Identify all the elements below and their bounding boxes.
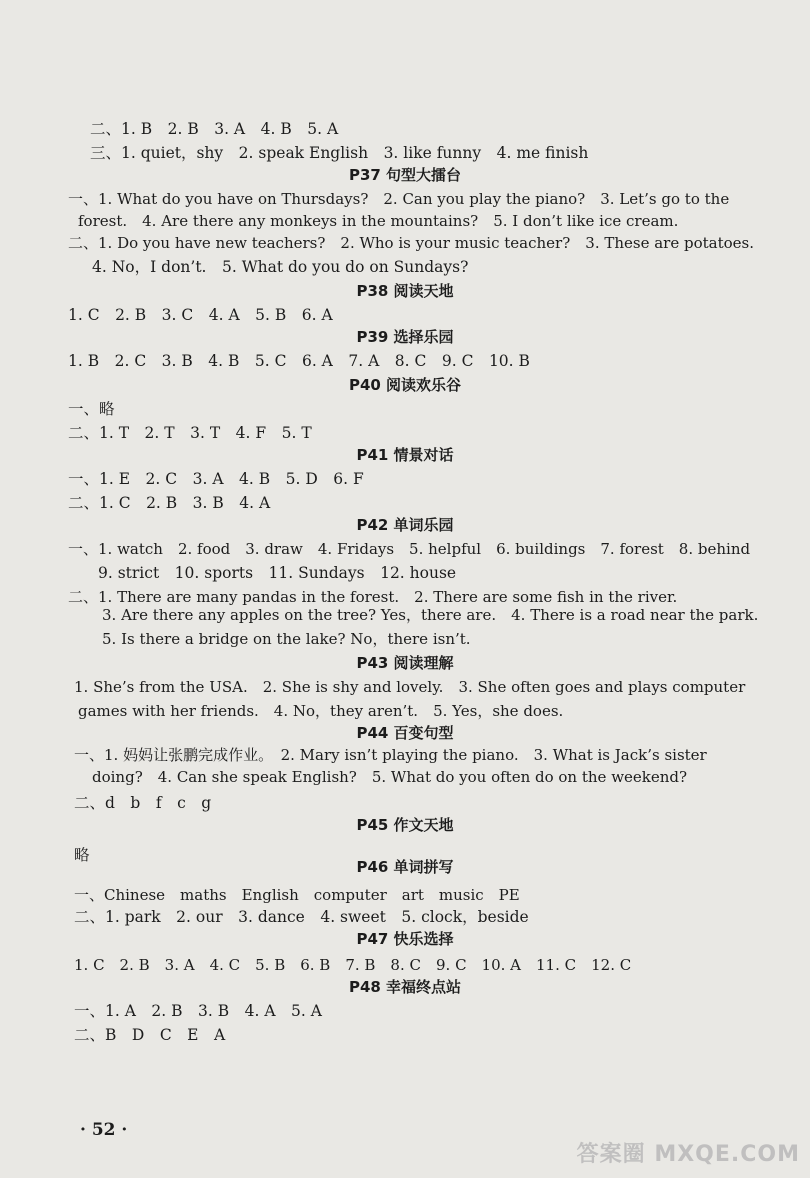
answer-line: doing? 4. Can she speak English? 5. What do you often do on the weekend?	[92, 768, 688, 786]
answer-line: 1. C 2. B 3. A 4. C 5. B 6. B 7. B 8. C 9. C 10. A 11. C 12. C	[74, 956, 632, 974]
answer-line: 略	[74, 846, 90, 864]
answer-line: 二、1. B 2. B 3. A 4. B 5. A	[90, 120, 339, 138]
section-heading: P42 单词乐园	[356, 516, 454, 534]
answer-line: 9. strict 10. sports 11. Sundays 12. house	[98, 564, 457, 582]
answer-line: 二、d b f c g	[74, 794, 212, 812]
section-heading: P43 阅读理解	[356, 654, 454, 672]
answer-line: forest. 4. Are there any monkeys in the mountains? 5. I don’t like ice cream.	[78, 212, 679, 230]
answer-line: 一、略	[68, 400, 115, 418]
section-heading: P38 阅读天地	[356, 282, 454, 300]
section-heading: P46 单词拼写	[356, 858, 454, 876]
answer-line: 4. No，I don’t. 5. What do you do on Sundays?	[92, 258, 469, 276]
answer-line: 1. B 2. C 3. B 4. B 5. C 6. A 7. A 8. C 9. C 10. B	[68, 352, 530, 370]
section-heading: P39 选择乐园	[356, 328, 454, 346]
watermark: 答案圈 MXQE.COM	[576, 1142, 800, 1167]
section-heading: P41 情景对话	[356, 446, 454, 464]
answer-line: 二、1. park 2. our 3. dance 4. sweet 5. clock，beside	[74, 908, 529, 926]
answer-line: 5. Is there a bridge on the lake? No，there isn’t.	[102, 630, 471, 648]
answer-line: 3. Are there any apples on the tree? Yes，there are. 4. There is a road near the park.	[102, 606, 759, 624]
answer-line: 二、B D C E A	[74, 1026, 226, 1044]
section-heading: P37 句型大擂台	[348, 166, 462, 184]
answer-line: 一、1. A 2. B 3. B 4. A 5. A	[74, 1002, 322, 1020]
section-heading: P45 作文天地	[356, 816, 454, 834]
section-heading: P40 阅读欢乐谷	[348, 376, 462, 394]
answer-line: 一、Chinese maths English computer art music PE	[74, 886, 520, 904]
answer-line: 一、1. 妈妈让张鹏完成作业。 2. Mary isn’t playing the piano. 3. What is Jack’s sister	[74, 746, 707, 764]
answer-line: 1. C 2. B 3. C 4. A 5. B 6. A	[68, 306, 333, 324]
answer-line: 1. She’s from the USA. 2. She is shy and lovely. 3. She often goes and plays computer	[74, 678, 746, 696]
section-heading: P48 幸福终点站	[348, 978, 462, 996]
answer-line: games with her friends. 4. No，they aren’t. 5. Yes，she does.	[78, 702, 564, 720]
answer-line: 二、1. There are many pandas in the forest. 2. There are some fish in the river.	[68, 588, 678, 606]
answer-line: 三、1. quiet，shy 2. speak English 3. like funny 4. me finish	[90, 144, 589, 162]
answer-line: 一、1. E 2. C 3. A 4. B 5. D 6. F	[68, 470, 364, 488]
section-heading: P47 快乐选择	[356, 930, 454, 948]
answer-line: 一、1. watch 2. food 3. draw 4. Fridays 5. helpful 6. buildings 7. forest 8. behind	[68, 540, 751, 558]
answer-line: 一、1. What do you have on Thursdays? 2. Can you play the piano? 3. Let’s go to the	[68, 190, 730, 208]
answer-line: 二、1. T 2. T 3. T 4. F 5. T	[68, 424, 312, 442]
section-heading: P44 百变句型	[356, 724, 454, 742]
answer-line: 二、1. Do you have new teachers? 2. Who is your music teacher? 3. These are potatoes.	[68, 234, 755, 252]
answer-line: 二、1. C 2. B 3. B 4. A	[68, 494, 271, 512]
page-number: · 52 ·	[80, 1120, 128, 1140]
